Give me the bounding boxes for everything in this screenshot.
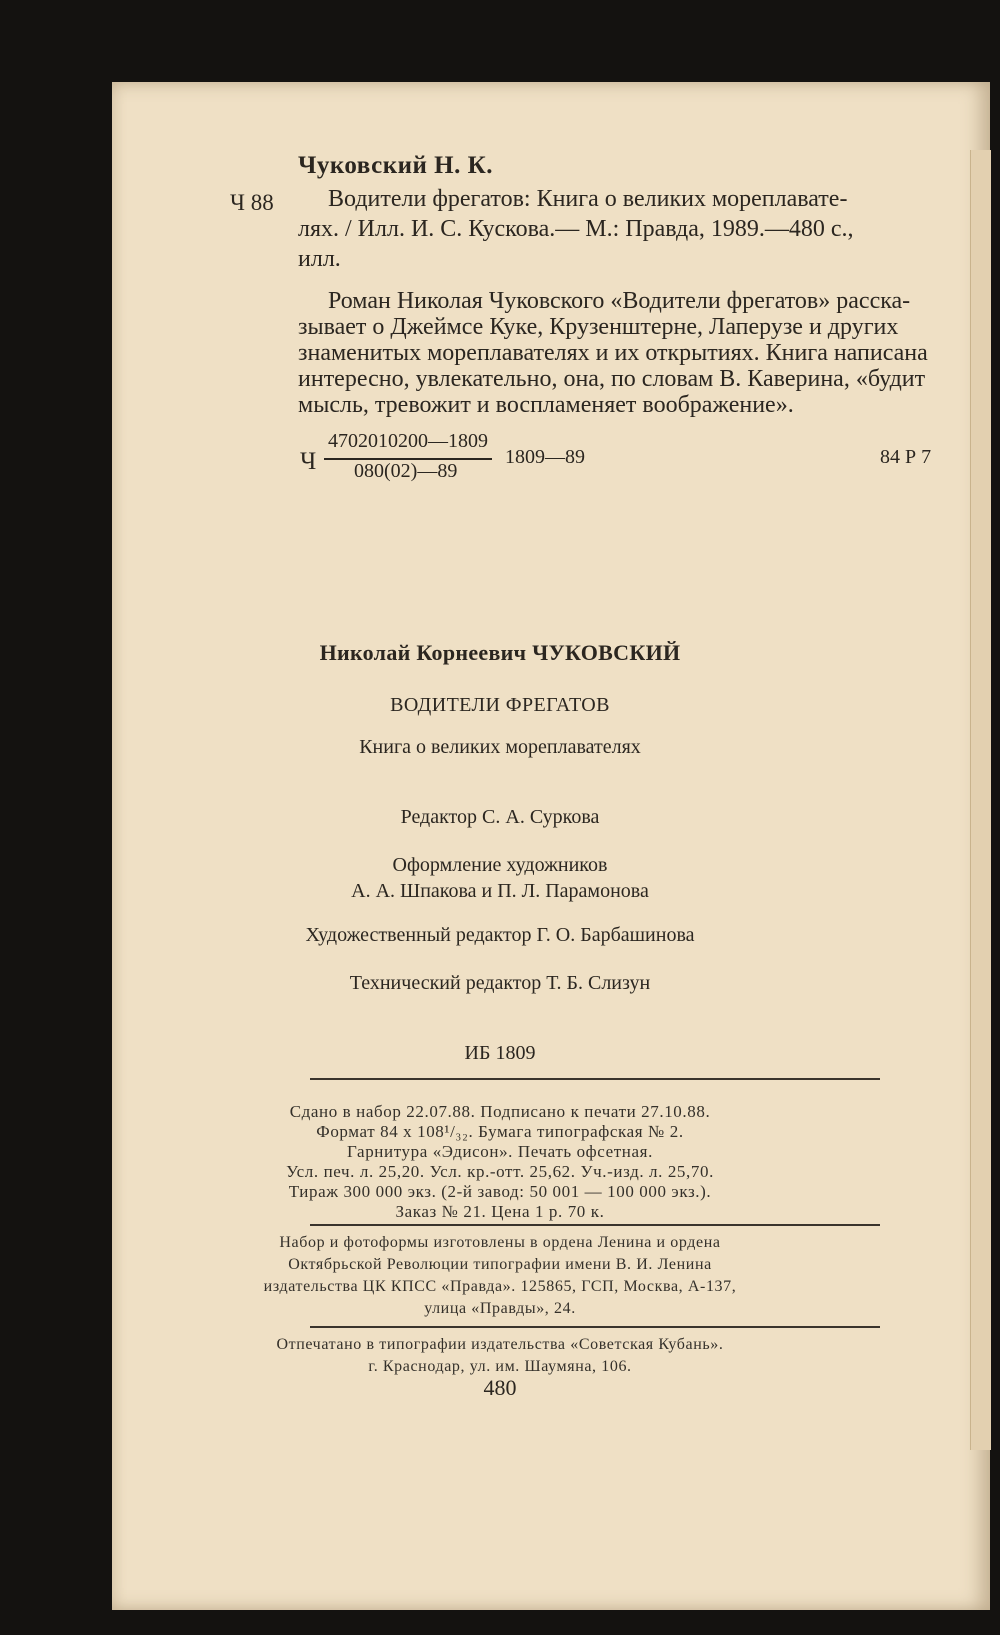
- classification-denominator: 080(02)—89: [354, 460, 458, 482]
- annotation-line: знаменитых мореплавателях и их открытиях. Книга написана: [298, 340, 928, 366]
- imprint-line: Сдано в набор 22.07.88. Подписано к печати 27.10.88.: [289, 1102, 711, 1121]
- imprint-line: Формат 84 х 108¹/₃₂. Бумага типографская № 2.: [316, 1122, 684, 1141]
- classification-number: 1809—89: [505, 446, 585, 468]
- author-full-name: Николай Корнеевич ЧУКОВСКИЙ: [319, 640, 681, 665]
- annotation-line: зывает о Джеймсе Куке, Крузенштерне, Лаперузе и других: [298, 314, 899, 340]
- printing-line: улица «Правды», 24.: [424, 1300, 576, 1317]
- design-label: Оформление художников: [392, 854, 608, 876]
- bbk-code: 84 Р 7: [880, 446, 932, 468]
- imprint-line: Усл. печ. л. 25,20. Усл. кр.-отт. 25,62. Уч.-изд. л. 25,70.: [286, 1162, 714, 1181]
- annotation-line: интересно, увлекательно, она, по словам В. Каверина, «будит: [298, 366, 926, 392]
- title-line: Водители фрегатов: Книга о великих мореплавате-: [328, 186, 848, 212]
- printing-line: Набор и фотоформы изготовлены в ордена Ленина и ордена: [279, 1234, 721, 1251]
- page-edge: [970, 150, 991, 1450]
- title-line: лях. / Илл. И. С. Кускова.— М.: Правда, 1989.—480 с.,: [298, 216, 854, 242]
- design-names: А. А. Шпакова и П. Л. Парамонова: [351, 880, 649, 902]
- printed-line: г. Краснодар, ул. им. Шаумяна, 106.: [368, 1358, 632, 1375]
- imprint-line: Тираж 300 000 экз. (2-й завод: 50 001 — 100 000 экз.).: [288, 1182, 712, 1201]
- divider: [310, 1078, 880, 1080]
- imprint-line: Гарнитура «Эдисон». Печать офсетная.: [347, 1142, 653, 1161]
- classification-letter: Ч: [300, 448, 317, 475]
- printing-line: издательства ЦК КПСС «Правда». 125865, ГСП, Москва, А-137,: [263, 1278, 737, 1295]
- printing-line: Октябрьской Революции типографии имени В. И. Ленина: [288, 1256, 712, 1273]
- book-subtitle: Книга о великих мореплавателях: [359, 736, 641, 758]
- imprint-line: Заказ № 21. Цена 1 р. 70 к.: [395, 1202, 605, 1221]
- classification-numerator: 4702010200—1809: [328, 430, 488, 452]
- ib-number: ИБ 1809: [464, 1042, 536, 1064]
- divider: [310, 1326, 880, 1328]
- page-number: 480: [483, 1375, 517, 1400]
- printed-line: Отпечатано в типографии издательства «Советская Кубань».: [276, 1336, 724, 1353]
- annotation-line: Роман Николая Чуковского «Водители фрегатов» расска-: [328, 288, 911, 314]
- divider: [310, 1224, 880, 1226]
- title-line: илл.: [298, 246, 341, 272]
- library-code: Ч 88: [230, 190, 274, 215]
- editor-credit: Редактор С. А. Суркова: [400, 806, 600, 828]
- bibliography-author: Чуковский Н. К.: [298, 152, 493, 179]
- art-editor-credit: Художественный редактор Г. О. Барбашинова: [305, 924, 695, 946]
- book-title: ВОДИТЕЛИ ФРЕГАТОВ: [390, 694, 610, 716]
- tech-editor-credit: Технический редактор Т. Б. Слизун: [349, 972, 651, 994]
- annotation-line: мысль, тревожит и воспламеняет воображение».: [298, 392, 794, 418]
